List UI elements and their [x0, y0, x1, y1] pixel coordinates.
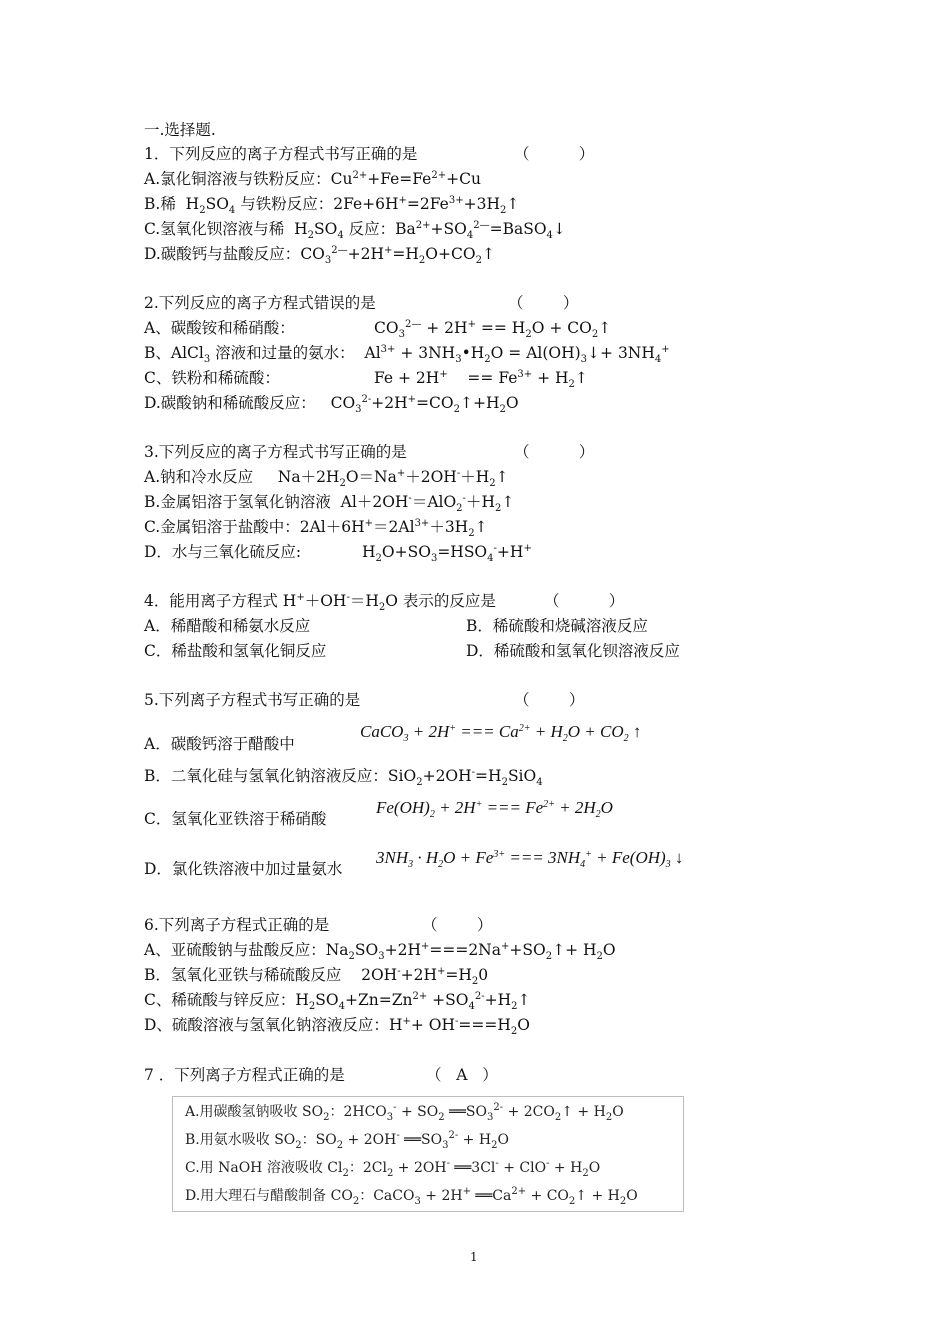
q2-option-a: A、碳酸铵和稀硝酸： $CO_3^{2—} + 2H^+ == H_2O$ + $CO_2↑$ [144, 319, 612, 340]
q3-option-a: A.钠和冷水反应 $Na+2H_2O=Na^++2OH^-+H_2↑$ [144, 468, 509, 489]
section-title: 一.选择题. [144, 121, 216, 139]
page-number: 1 [470, 1250, 478, 1264]
q5-option-d-label: D．氯化铁溶液中加过量氨水 [144, 860, 343, 878]
q7-option-c: C.用 NaOH 溶液吸收 $Cl_2$：$2Cl_2 + 2OH^-$ ══3Cl- + $ClO^- + H_2O$ [185, 1158, 601, 1179]
q3-option-b: B.金属铝溶于氢氧化钠溶液 $Al+2OH^-=AlO_2^-+H_2↑$ [144, 493, 515, 514]
q4-stem: 4．能用离子方程式 $H^++OH^-=H_2O$ 表示的反应是 （ ） [144, 592, 625, 613]
q5-option-c-label: C．氢氧化亚铁溶于稀硝酸 [144, 810, 327, 828]
q5-option-c-equation: $Fe(OH)_2 + 2H^+$ === $Fe^{2+} + 2H_2O$ [376, 798, 613, 820]
q6-option-b: B．氢氧化亚铁与稀硫酸反应 $2OH^-+2H^+=H_20$ [144, 966, 489, 987]
q1-option-c: C.氢氧化钡溶液与稀 $H_2SO_4$ 反应：$Ba^{2+}+SO_4^{2—}=BaSO_4↓$ [144, 220, 566, 241]
q2-stem: 2.下列反应的离子方程式错误的是 （ ） [144, 294, 579, 312]
q7-option-a: A.用碳酸氢钠吸收 $SO_2$：$2HCO_3^- + SO_2$ $══SO_3^{2-}$ + $2CO_2↑ + H_2O$ [185, 1102, 624, 1123]
q1-option-a: A.氯化铜溶液与铁粉反应：$Cu^{2+}+Fe=Fe^{2+}+Cu$ [144, 170, 481, 188]
q6-option-a: A、亚硫酸钠与盐酸反应：$Na_2SO_3+2H^+===2Na^++SO_2↑+ H_2O$ [144, 941, 616, 962]
q3-option-c: C.金属铝溶于盐酸中：$2Al+6H^+=2Al^{3+}+3H_2↑$ [144, 518, 488, 539]
q7-option-d: D.用大理石与醋酸制备 $CO_2$：CaCO$_3$ + 2H+ $══Ca^{2+}$ + $CO_2↑ + H_2O$ [185, 1186, 638, 1207]
q2-option-c: C、铁粉和稀硫酸： Fe + 2H+ == $Fe^{3+}$ + $H_2↑$ [144, 369, 588, 390]
q1-option-d: D.碳酸钙与盐酸反应：$CO_3^{2—}+2H^+=H_2O+CO_2↑$ [144, 245, 495, 266]
q6-option-c: C、稀硫酸与锌反应：$H_2SO_4+Zn=Zn^{2+}$ $+SO_4^{2-}+H_2↑$ [144, 991, 531, 1012]
q4-option-c: C．稀盐酸和氢氧化铜反应 [144, 642, 327, 660]
q3-option-d: D．水与三氧化硫反应: $H_2O+SO_3=HSO_4^-+H^+$ [144, 543, 532, 564]
q5-option-b: B．二氧化硅与氢氧化钠溶液反应：$SiO_2+2OH^-=H_2SiO_4$ [144, 767, 543, 788]
q6-stem: 6.下列离子方程式正确的是 （ ） [144, 916, 493, 934]
q5-stem: 5.下列离子方程式书写正确的是 （ ） [144, 691, 585, 709]
q1-option-b: B.稀 $H_2SO_4$ 与铁粉反应：$2Fe+6H^+=2Fe^{3+}+3H_2↑$ [144, 195, 520, 216]
q2-option-b: B、AlCl$_3$ 溶液和过量的氨水： $Al^{3+}$ + $3NH_3•H_2O$ = $Al(OH)_3↓+ 3NH_4^+$ [144, 344, 670, 365]
q3-stem: 3.下列反应的离子方程式书写正确的是 （ ） [144, 443, 595, 461]
q6-option-d: D、硫酸溶液与氢氧化钠溶液反应：$H^++ OH^-===H_2O$ [144, 1016, 530, 1037]
q5-option-a-equation: CaCO$_3$ + 2H+ === $Ca^{2+} + H_2O + CO_2$ ↑ [360, 722, 642, 744]
q2-option-d: D.碳酸钠和稀硫酸反应： $CO_3^{2-}+2H^+=CO_2↑+H_2O$ [144, 394, 519, 415]
q7-option-b: B.用氨水吸收 $SO_2$：$SO_2 + 2OH^-$ $══SO_3^{2-} + H_2O$ [185, 1130, 509, 1151]
q4-option-a: A．稀醋酸和稀氨水反应 [144, 617, 311, 635]
q5-option-d-equation: $3NH_3 \cdot H_2O + Fe^{3+}$ === $3NH_4^+ + Fe(OH)_3$ ↓ [376, 848, 684, 870]
q7-stem: 7 ．下列离子方程式正确的是 （ A ） [144, 1066, 498, 1084]
q4-option-d: D．稀硫酸和氢氧化钡溶液反应 [466, 642, 680, 660]
q1-stem: 1．下列反应的离子方程式书写正确的是 （ ） [144, 145, 595, 163]
q4-option-b: B．稀硫酸和烧碱溶液反应 [466, 617, 648, 635]
q7-options-box [172, 1096, 684, 1212]
q5-option-a-label: A．碳酸钙溶于醋酸中 [144, 735, 295, 753]
